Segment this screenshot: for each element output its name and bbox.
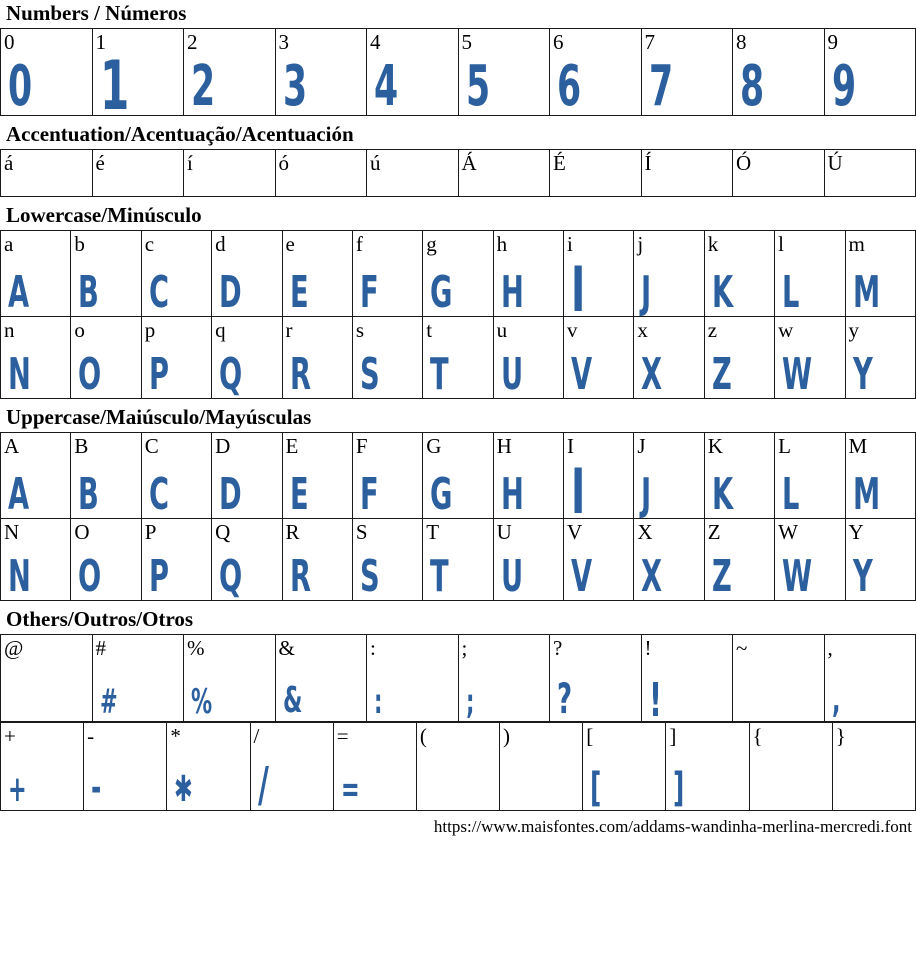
char-label: ,	[827, 636, 833, 661]
char-glyph: W	[782, 348, 813, 400]
char-glyph: 9	[831, 54, 856, 120]
char-label: á	[4, 151, 14, 176]
char-label: h	[496, 232, 508, 257]
char-label: 0	[4, 30, 15, 55]
char-cell	[367, 150, 459, 197]
char-glyph: ]	[673, 765, 685, 812]
char-table	[0, 28, 916, 127]
char-cell	[84, 723, 167, 811]
char-cell	[1, 723, 84, 811]
char-glyph: 0	[8, 54, 33, 120]
char-cell	[184, 150, 276, 197]
char-cell	[1, 433, 71, 519]
char-row	[1, 433, 916, 519]
char-row	[1, 723, 916, 811]
section-title: Accentuation/Acentuação/Acentuación	[6, 122, 354, 147]
char-label: 9	[827, 30, 838, 55]
char-label: +	[4, 724, 16, 749]
char-cell	[641, 635, 733, 727]
char-cell	[641, 29, 733, 120]
char-label: ú	[370, 151, 381, 176]
char-glyph: Y	[852, 348, 873, 400]
char-label: X	[637, 520, 653, 545]
char-cell	[275, 29, 367, 120]
char-glyph: F	[359, 266, 379, 318]
char-glyph: O	[78, 551, 102, 603]
char-label: :	[370, 636, 376, 661]
char-cell	[282, 231, 352, 317]
char-label: 1	[95, 30, 106, 55]
char-label: b	[74, 232, 85, 257]
char-glyph: 7	[648, 54, 673, 120]
char-cell	[493, 433, 563, 519]
char-cell	[333, 723, 416, 811]
char-glyph: U	[500, 551, 523, 603]
char-label: j	[637, 232, 644, 257]
char-label: 2	[187, 30, 198, 55]
char-label: W	[778, 520, 798, 545]
char-cell	[92, 29, 184, 127]
char-label: Y	[848, 520, 864, 545]
char-glyph: Y	[852, 551, 873, 603]
char-row	[1, 519, 916, 601]
char-label: l	[778, 232, 784, 257]
char-glyph: P	[148, 551, 169, 603]
char-label: I	[567, 434, 574, 459]
char-label: Ó	[736, 151, 752, 176]
char-cell	[550, 635, 642, 722]
char-label: ~	[736, 636, 748, 661]
char-cell	[212, 433, 282, 519]
char-label: y	[848, 318, 859, 343]
char-cell	[92, 635, 184, 722]
char-cell	[845, 231, 916, 317]
char-cell	[775, 433, 845, 519]
char-label: H	[496, 434, 512, 459]
char-cell	[704, 519, 774, 601]
char-label: k	[707, 232, 719, 257]
footer-url: https://www.maisfontes.com/addams-wandinha-merlina-mercredi.font	[433, 817, 912, 837]
char-label: q	[215, 318, 226, 343]
char-cell	[141, 231, 211, 317]
char-glyph: G	[430, 266, 453, 318]
char-cell	[423, 317, 493, 399]
char-glyph: 6	[557, 54, 582, 120]
char-label: n	[4, 318, 15, 343]
char-glyph: V	[571, 551, 593, 603]
char-label: i	[567, 232, 573, 257]
char-label: O	[74, 520, 90, 545]
char-label: A	[4, 434, 20, 459]
char-cell	[550, 150, 642, 197]
char-glyph: Q	[219, 348, 243, 400]
char-label: é	[95, 151, 105, 176]
section-title: Lowercase/Minúsculo	[6, 203, 202, 228]
char-cell	[775, 519, 845, 601]
char-glyph: :	[374, 681, 383, 722]
char-label: s	[355, 318, 365, 343]
char-cell	[1, 231, 71, 317]
char-label: *	[170, 724, 181, 749]
char-cell	[500, 723, 583, 811]
char-cell	[71, 231, 141, 317]
char-cell	[282, 519, 352, 601]
char-glyph: X	[641, 348, 663, 400]
char-glyph: S	[359, 551, 380, 603]
char-cell	[250, 723, 333, 814]
char-cell	[704, 317, 774, 399]
char-label: g	[426, 232, 437, 257]
char-glyph: U	[500, 348, 523, 400]
char-glyph: 3	[282, 54, 307, 120]
char-label: a	[4, 232, 14, 257]
char-label: m	[848, 232, 865, 257]
char-table	[0, 634, 916, 727]
char-cell	[367, 635, 459, 722]
char-row	[1, 635, 916, 722]
char-label: (	[419, 724, 427, 749]
char-cell	[564, 317, 634, 399]
char-cell	[184, 29, 276, 120]
char-table	[0, 230, 916, 399]
char-cell	[352, 231, 422, 317]
char-cell	[141, 317, 211, 399]
char-label: ;	[461, 636, 468, 661]
char-label: #	[95, 636, 106, 661]
char-label: N	[4, 520, 20, 545]
char-label: C	[144, 434, 159, 459]
char-cell	[212, 519, 282, 601]
char-cell	[775, 317, 845, 399]
char-cell	[416, 723, 499, 811]
char-cell	[666, 723, 749, 811]
char-glyph: %	[191, 681, 213, 722]
char-table	[0, 149, 916, 197]
char-glyph: F	[359, 469, 379, 521]
char-label: R	[285, 520, 300, 545]
char-label: f	[355, 232, 363, 257]
char-label: &	[278, 636, 295, 661]
char-label: S	[355, 520, 368, 545]
char-cell	[423, 519, 493, 601]
char-cell	[1, 29, 93, 120]
char-glyph: D	[219, 266, 242, 318]
char-cell	[775, 231, 845, 317]
char-table	[0, 722, 916, 814]
char-label: Q	[215, 520, 231, 545]
char-cell	[824, 29, 916, 120]
char-cell	[564, 519, 634, 601]
char-glyph: S	[359, 348, 380, 400]
char-glyph: N	[8, 348, 31, 400]
specimen-sections	[0, 1, 916, 814]
char-label: }	[835, 724, 846, 749]
char-glyph: ?	[557, 673, 573, 723]
char-glyph: V	[571, 348, 593, 400]
char-glyph: A	[8, 469, 30, 521]
char-label: E	[285, 434, 299, 459]
char-cell	[352, 317, 422, 399]
char-glyph: 8	[740, 54, 765, 120]
char-cell	[458, 29, 550, 120]
char-cell	[282, 433, 352, 519]
char-glyph: Q	[219, 551, 243, 603]
char-label: F	[355, 434, 368, 459]
char-label: M	[848, 434, 868, 459]
char-label: [	[586, 724, 594, 749]
char-label: Á	[461, 151, 477, 176]
char-glyph: T	[430, 348, 449, 400]
char-label: 4	[370, 30, 381, 55]
char-label: -	[87, 724, 95, 749]
char-glyph: Z	[711, 551, 732, 603]
char-label: z	[707, 318, 718, 343]
char-cell	[1, 519, 71, 601]
char-label: 3	[278, 30, 289, 55]
char-label: w	[778, 318, 794, 343]
char-label: 8	[736, 30, 747, 55]
char-glyph: R	[289, 348, 311, 400]
char-label: P	[144, 520, 157, 545]
char-cell	[749, 723, 832, 811]
char-glyph: [	[590, 765, 602, 812]
char-glyph: ,	[831, 680, 840, 722]
char-glyph: /	[257, 757, 269, 814]
char-cell	[550, 29, 642, 120]
char-label: J	[637, 434, 646, 459]
char-cell	[141, 433, 211, 519]
char-cell	[493, 519, 563, 601]
char-glyph: C	[148, 266, 169, 318]
char-glyph: K	[711, 266, 733, 318]
char-label: o	[74, 318, 85, 343]
char-label: í	[187, 151, 193, 176]
char-glyph: 5	[465, 54, 490, 120]
char-glyph: M	[852, 469, 880, 521]
char-cell	[824, 635, 916, 722]
char-cell	[71, 433, 141, 519]
char-cell	[733, 150, 825, 197]
char-label: 5	[461, 30, 472, 55]
char-cell	[845, 317, 916, 399]
char-cell	[71, 519, 141, 601]
char-glyph: O	[78, 348, 102, 400]
char-glyph: C	[148, 469, 169, 521]
char-label: Ú	[827, 151, 843, 176]
char-cell	[733, 635, 825, 722]
char-glyph: E	[289, 266, 309, 318]
char-label: /	[253, 724, 260, 749]
char-cell	[733, 29, 825, 120]
char-glyph: M	[852, 266, 880, 318]
section-title: Uppercase/Maiúsculo/Mayúsculas	[6, 405, 312, 430]
char-label: D	[215, 434, 231, 459]
char-cell	[845, 433, 916, 519]
char-glyph: H	[500, 469, 524, 521]
char-label: c	[144, 232, 155, 257]
char-label: L	[778, 434, 791, 459]
char-cell	[275, 150, 367, 197]
char-cell	[458, 635, 550, 722]
char-cell	[282, 317, 352, 399]
char-cell	[1, 635, 93, 722]
char-label: V	[567, 520, 583, 545]
char-label: x	[637, 318, 648, 343]
char-label: Í	[644, 151, 652, 176]
char-cell	[423, 231, 493, 317]
char-cell	[493, 317, 563, 399]
char-cell	[1, 150, 93, 197]
char-label: ?	[553, 636, 563, 661]
char-glyph: L	[782, 469, 800, 521]
char-label: %	[187, 636, 205, 661]
char-cell	[583, 723, 666, 811]
char-glyph: 1	[99, 47, 129, 127]
char-glyph: A	[8, 266, 30, 318]
char-label: É	[553, 151, 566, 176]
char-label: ó	[278, 151, 289, 176]
char-glyph: Z	[711, 348, 732, 400]
char-glyph: K	[711, 469, 733, 521]
char-glyph: B	[78, 266, 100, 318]
char-cell	[641, 150, 733, 197]
char-glyph: &	[282, 680, 302, 722]
char-cell	[845, 519, 916, 601]
char-glyph: H	[500, 266, 524, 318]
char-cell	[824, 150, 916, 197]
char-glyph: I	[571, 252, 586, 326]
section-title: Others/Outros/Otros	[6, 607, 194, 632]
char-row	[1, 29, 916, 116]
char-label: B	[74, 434, 89, 459]
char-glyph: -	[91, 765, 102, 812]
char-cell	[634, 231, 704, 317]
char-glyph: 4	[374, 54, 399, 120]
char-glyph: 2	[191, 54, 216, 120]
char-label: 7	[644, 30, 655, 55]
char-glyph: X	[641, 551, 663, 603]
char-label: G	[426, 434, 442, 459]
char-label: 6	[553, 30, 564, 55]
char-label: ]	[669, 724, 677, 749]
char-cell	[71, 317, 141, 399]
char-glyph: !	[648, 672, 662, 727]
char-cell	[352, 433, 422, 519]
char-cell	[704, 231, 774, 317]
char-cell	[167, 723, 250, 811]
char-glyph: R	[289, 551, 311, 603]
char-glyph: L	[782, 266, 800, 318]
char-label: @	[4, 636, 24, 661]
char-cell	[564, 231, 634, 326]
char-cell	[423, 433, 493, 519]
char-cell	[275, 635, 367, 722]
char-row	[1, 150, 916, 197]
char-glyph: N	[8, 551, 31, 603]
char-cell	[212, 231, 282, 317]
char-glyph: P	[148, 348, 169, 400]
char-label: {	[752, 724, 763, 749]
char-glyph: =	[340, 769, 360, 811]
char-label: )	[503, 724, 511, 749]
char-glyph: W	[782, 551, 813, 603]
char-label: K	[707, 434, 723, 459]
char-cell	[634, 519, 704, 601]
char-cell	[704, 433, 774, 519]
char-cell	[634, 433, 704, 519]
char-glyph: #	[99, 681, 118, 722]
char-glyph: T	[430, 551, 449, 603]
char-row	[1, 317, 916, 399]
char-glyph: ✱	[174, 769, 194, 811]
char-glyph: J	[641, 266, 652, 318]
char-cell	[352, 519, 422, 601]
char-table	[0, 432, 916, 601]
char-label: u	[496, 318, 508, 343]
char-cell	[458, 150, 550, 197]
char-glyph: B	[78, 469, 100, 521]
char-label: v	[567, 318, 578, 343]
char-glyph: +	[8, 769, 27, 811]
char-cell	[92, 150, 184, 197]
char-label: =	[336, 724, 349, 749]
char-label: r	[285, 318, 293, 343]
char-cell	[141, 519, 211, 601]
char-cell	[564, 433, 634, 529]
char-cell	[493, 231, 563, 317]
char-label: T	[426, 520, 440, 545]
char-cell	[212, 317, 282, 399]
char-cell	[184, 635, 276, 722]
char-glyph: J	[641, 469, 652, 521]
char-label: U	[496, 520, 512, 545]
char-row	[1, 231, 916, 317]
char-label: d	[215, 232, 226, 257]
char-cell	[634, 317, 704, 399]
char-glyph: ;	[465, 681, 474, 722]
section-title: Numbers / Números	[6, 1, 187, 25]
char-label: !	[644, 636, 652, 661]
char-cell	[832, 723, 915, 811]
char-label: p	[144, 318, 156, 343]
char-label: t	[426, 318, 433, 343]
char-label: Z	[707, 520, 721, 545]
char-label: e	[285, 232, 295, 257]
char-glyph: E	[289, 469, 309, 521]
char-glyph: G	[430, 469, 453, 521]
char-glyph: D	[219, 469, 242, 521]
char-cell	[367, 29, 459, 120]
char-cell	[1, 317, 71, 399]
char-glyph: I	[571, 455, 586, 529]
